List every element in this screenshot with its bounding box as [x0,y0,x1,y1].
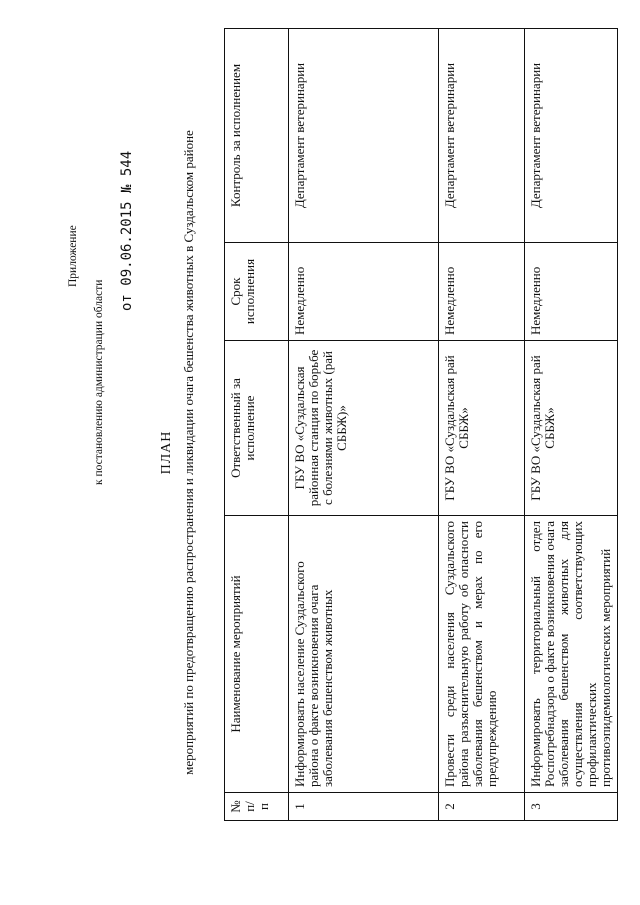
column-header-activity: Наименование мероприятий [225,516,289,793]
row-number: 3 [525,793,618,821]
document-subtitle: мероприятий по предотвращению распространения и ликвидации очага бешенства животных в Суздальском районе [181,130,196,775]
row-responsible: ГБУ ВО «Суздальская рай СББЖ» [439,341,525,516]
decree-date-number: от 09.06.2015 № 544 [119,150,135,311]
column-header-control: Контроль за исполнением [225,29,289,243]
row-deadline: Немедленно [289,243,439,341]
plan-table [224,28,618,821]
row-activity: Информировать население Суздальского района о факте возникновения очага заболевания бешенством животных [289,516,439,793]
table-row [289,29,439,821]
row-deadline: Немедленно [439,243,525,341]
row-control: Департамент ветеринарии [439,29,525,243]
row-activity: Информировать территориальный отдел Роспотребнадзора о факте возникновения очага заболевания бешенством животных для осуществления соответствующих профилактических противоэпидемиологических мероприятий [525,516,618,793]
table-row [439,29,525,821]
row-control: Департамент ветеринарии [525,29,618,243]
appendix-label: Приложение [67,225,79,287]
column-header-deadline: Срок исполнения [225,243,289,341]
table-header-row [225,29,289,821]
row-responsible: ГБУ ВО «Суздальская рай СББЖ» [525,341,618,516]
document-title: ПЛАН [159,430,174,475]
row-control: Департамент ветеринарии [289,29,439,243]
column-header-number: № п/п [225,793,289,821]
row-responsible: ГБУ ВО «Суздальская районная станция по борьбе с болезнями животных (рай СББЖ)» [289,341,439,516]
row-number: 1 [289,793,439,821]
table-row [525,29,618,821]
row-activity: Провести среди населения Суздальского района разъяснительную работу об опасности заболевания бешенством и мерах по его предупреждению [439,516,525,793]
column-header-responsible: Ответственный за исполнение [225,341,289,516]
row-deadline: Немедленно [525,243,618,341]
decree-reference: к постановлению администрации области [93,279,105,485]
row-number: 2 [439,793,525,821]
